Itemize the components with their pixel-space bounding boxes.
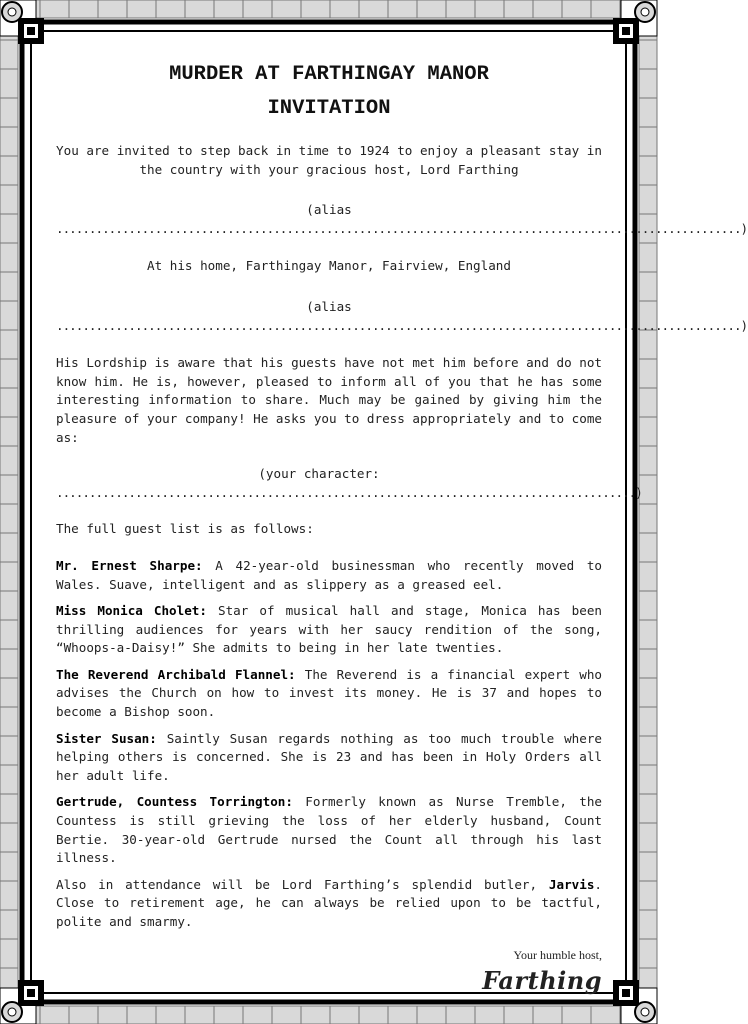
alias-blank-2: ........................................................................................................ xyxy=(56,317,741,333)
guest-description: Saintly Susan regards nothing as too much trouble where helping others is concerned. She is 23 and has been in Holy Orders all her adult life. xyxy=(56,730,602,783)
your-character-blank: ........................................................................................ xyxy=(56,484,636,500)
guest-name: Gertrude, Countess Torrington: xyxy=(56,794,293,810)
butler-name: Jarvis xyxy=(548,876,595,892)
guest-entry xyxy=(56,666,602,722)
guest-list-intro: The full guest list is as follows: xyxy=(56,521,314,537)
guest-entry xyxy=(56,730,602,786)
alias-blank-1: ........................................................................................................ xyxy=(56,220,741,236)
alias-line-2 xyxy=(56,298,748,335)
corner-ornament-block xyxy=(622,27,630,35)
alias-prefix: (alias xyxy=(306,298,352,314)
guest-description: A 42-year-old businessman who recently moved to Wales. Suave, intelligent and as slippery as a greased eel. xyxy=(56,557,602,592)
home-address: At his home, Farthingay Manor, Fairview, England xyxy=(147,258,511,274)
corner-rivet-center xyxy=(641,8,649,16)
guest-name: Sister Susan: xyxy=(56,730,157,746)
corner-rivet-center xyxy=(8,8,16,16)
alias-suffix: ) xyxy=(740,220,748,236)
guest-entry xyxy=(56,602,602,658)
your-character-suffix: ) xyxy=(635,484,643,500)
butler-paragraph xyxy=(56,876,602,932)
alias-prefix: (alias xyxy=(306,202,352,218)
butler-description: . Close to retirement age, he can always be relied upon to be tactful, polite and smarmy. xyxy=(56,876,602,929)
host-closing: Your humble host, xyxy=(513,947,602,962)
corner-ornament-block xyxy=(27,989,35,997)
guest-name: Miss Monica Cholet: xyxy=(56,603,207,619)
page-title: MURDER AT FARTHINGAY MANOR xyxy=(169,63,489,86)
intro-paragraph: You are invited to step back in time to 1924 to enjoy a pleasant stay in the country with your gracious host, Lord Farthing xyxy=(56,143,602,177)
guest-description: The Reverend is a financial expert who advises the Church on how to invest its money. He is 37 and hopes to become a Bishop soon. xyxy=(56,666,603,720)
border-strip-left xyxy=(0,0,18,1024)
butler-intro: Also in attendance will be Lord Farthing’s splendid butler, xyxy=(56,876,549,892)
page-subtitle: INVITATION xyxy=(267,97,391,120)
alias-suffix: ) xyxy=(740,317,748,333)
your-character-prefix: (your character: xyxy=(258,466,380,482)
host-signature: Farthing xyxy=(482,966,602,996)
alias-line-1 xyxy=(56,201,748,238)
guest-entry xyxy=(56,557,602,594)
invitation-body xyxy=(56,58,748,996)
guest-name: The Reverend Archibald Flannel: xyxy=(56,666,296,682)
corner-rivet-center xyxy=(8,1008,16,1016)
guest-entry xyxy=(56,793,602,867)
guest-description: Formerly known as Nurse Tremble, the Countess is still grieving the loss of her elderly husband, Count Bertie. 30-year-old Gertrude nursed the Count all through his last illness. xyxy=(56,794,602,866)
corner-ornament-block xyxy=(27,27,35,35)
border-strip-top xyxy=(0,0,657,18)
guest-description: Star of musical hall and stage, Monica has been thrilling audiences for years with her saucy rendition of the song, “Whoops-a-Daisy!” She admits to being in her late twenties. xyxy=(56,603,602,656)
corner-ornament-block xyxy=(622,989,630,997)
border-strip-right xyxy=(639,0,657,1024)
border-strip-bottom xyxy=(0,1006,657,1024)
lordship-paragraph: His Lordship is aware that his guests have not met him before and do not know him. He is, however, pleased to inform all of you that he has some interesting information to share. Much may be gained by giving him the pleasure of your company! He asks you to dress appropriately and to come as: xyxy=(56,355,602,445)
corner-rivet-center xyxy=(641,1008,649,1016)
your-character-line xyxy=(56,465,643,502)
guest-name: Mr. Ernest Sharpe: xyxy=(56,557,203,573)
